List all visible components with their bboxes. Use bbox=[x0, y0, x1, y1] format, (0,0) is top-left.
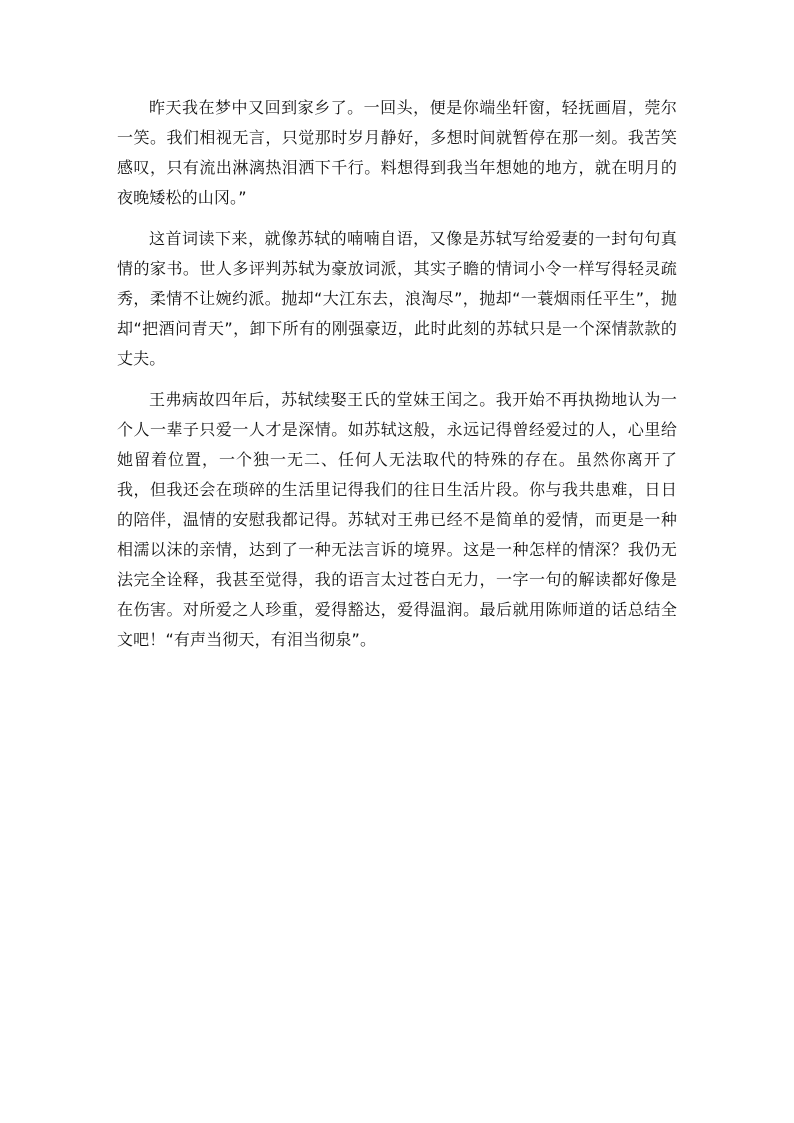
paragraph-dream: 昨天我在梦中又回到家乡了。一回头，便是你端坐轩窗，轻抚画眉，莞尔一笑。我们相视无言，只觉那时岁月静好，多想时间就暂停在那一刻。我苦笑感叹，只有流出淋漓热泪洒下千行。料想得到我当年想她的地方，就在明月的夜晚矮松的山冈。” bbox=[117, 98, 677, 207]
paragraph-conclusion: 王弗病故四年后，苏轼续娶王氏的堂妹王闰之。我开始不再执拗地认为一个人一辈子只爱一人才是深情。如苏轼这般，永远记得曾经爱过的人，心里给她留着位置，一个独一无二、任何人无法取代的特殊的存在。虽然你离开了我，但我还会在琐碎的生活里记得我们的往日生活片段。你与我共患难，日日的陪伴，温情的安慰我都记得。苏轼对王弗已经不是简单的爱情，而更是一种相濡以沫的亲情，达到了一种无法言诉的境界。这是一种怎样的情深？我仍无法完全诠释，我甚至觉得，我的语言太过苍白无力，一字一句的解读都好像是在伤害。对所爱之人珍重，爱得豁达，爱得温润。最后就用陈师道的话总结全文吧！“有声当彻天，有泪当彻泉”。 bbox=[117, 390, 677, 649]
document-body bbox=[117, 93, 677, 666]
paragraph-commentary: 这首词读下来，就像苏轼的喃喃自语，又像是苏轼写给爱妻的一封句句真情的家书。世人多评判苏轼为豪放词派，其实子瞻的情词小令一样写得轻灵疏秀，柔情不让婉约派。抛却“大江东去，浪淘尽”，抛却“一蓑烟雨任平生”，抛却“把酒问青天”，卸下所有的刚强豪迈，此时此刻的苏轼只是一个深情款款的丈夫。 bbox=[117, 229, 677, 368]
